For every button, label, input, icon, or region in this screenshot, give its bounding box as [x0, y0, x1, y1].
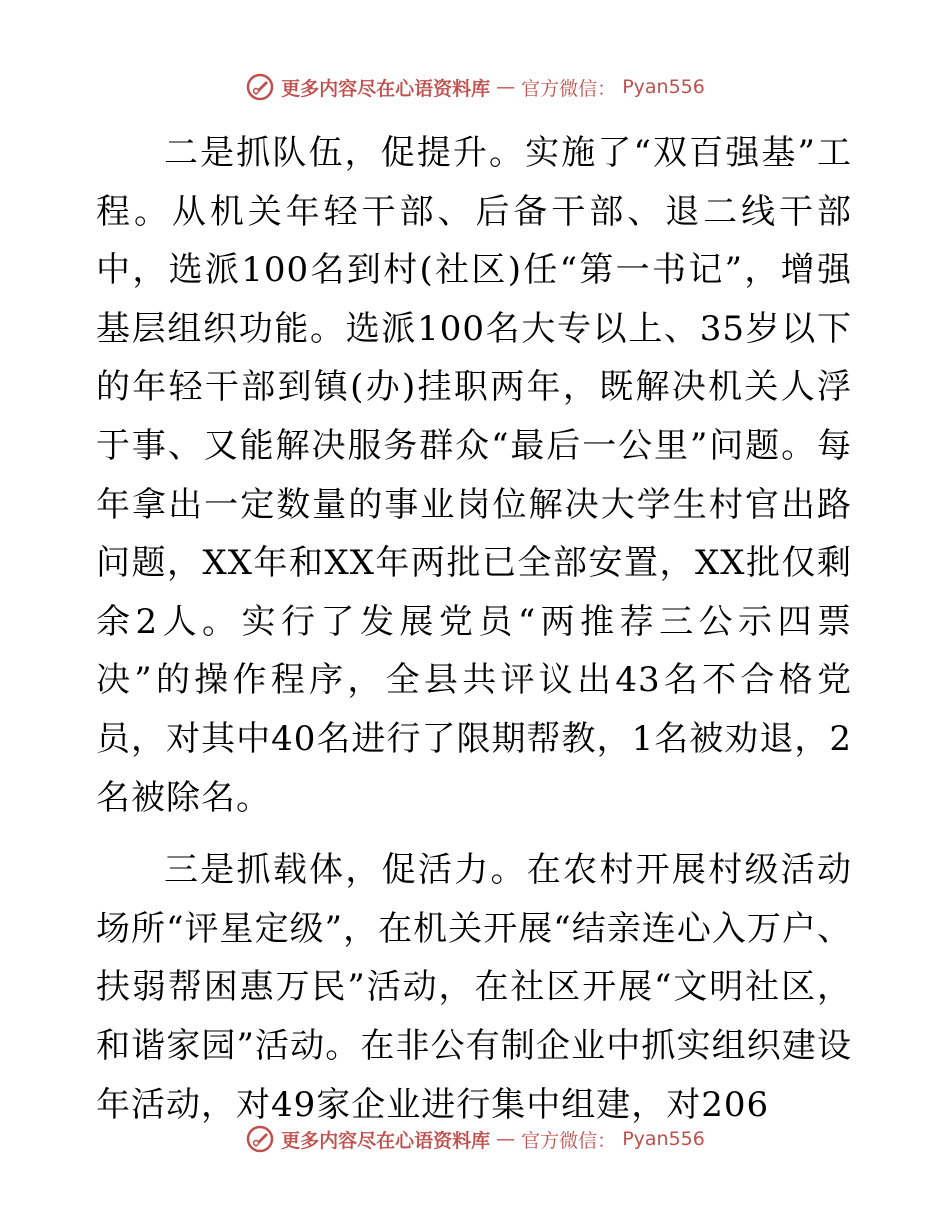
watermark-wechat-label: 官方微信：: [521, 1129, 617, 1152]
watermark-separator: —: [496, 1128, 516, 1150]
watermark-wechat-label: 官方微信：: [521, 77, 617, 100]
paragraph: 二是抓队伍，促提升。实施了“双百强基”工程。从机关年轻干部、后备干部、退二线干部中，选派100名到村(社区)任“第一书记”，增强基层组织功能。选派100名大专以上、35岁以下的年轻干部到镇(办)挂职两年，既解决机关人浮于事、又能解决服务群众“最后一公里”问题。每年拿出一定数量的事业岗位解决大学生村官出路问题，XX年和XX年两批已全部安置，XX批仅剩余2人。实行了发展党员“两推荐三公示四票决”的操作程序，全县共评议出43名不合格党员，对其中40名进行了限期帮教，1名被劝退，2名被除名。: [96, 133, 852, 818]
footer-watermark: [0, 1124, 950, 1154]
header-watermark: [0, 72, 950, 102]
quill-seal-icon: [245, 1124, 275, 1154]
paragraph: 三是抓载体，促活力。在农村开展村级活动场所“评星定级”，在机关开展“结亲连心入万户、扶弱帮困惠万民”活动，在社区开展“文明社区，和谐家园”活动。在非公有制企业中抓实组织建设年活动，对49家企业进行集中组建，对206: [96, 850, 852, 1125]
quill-seal-icon: [245, 72, 275, 102]
watermark-wechat-id: Pyan556: [622, 76, 705, 98]
watermark-text: 更多内容尽在心语资料库: [281, 77, 491, 100]
document-body: [96, 124, 852, 1134]
watermark-text: 更多内容尽在心语资料库: [281, 1129, 491, 1152]
watermark-wechat-id: Pyan556: [622, 1128, 705, 1150]
watermark-separator: —: [496, 76, 516, 98]
